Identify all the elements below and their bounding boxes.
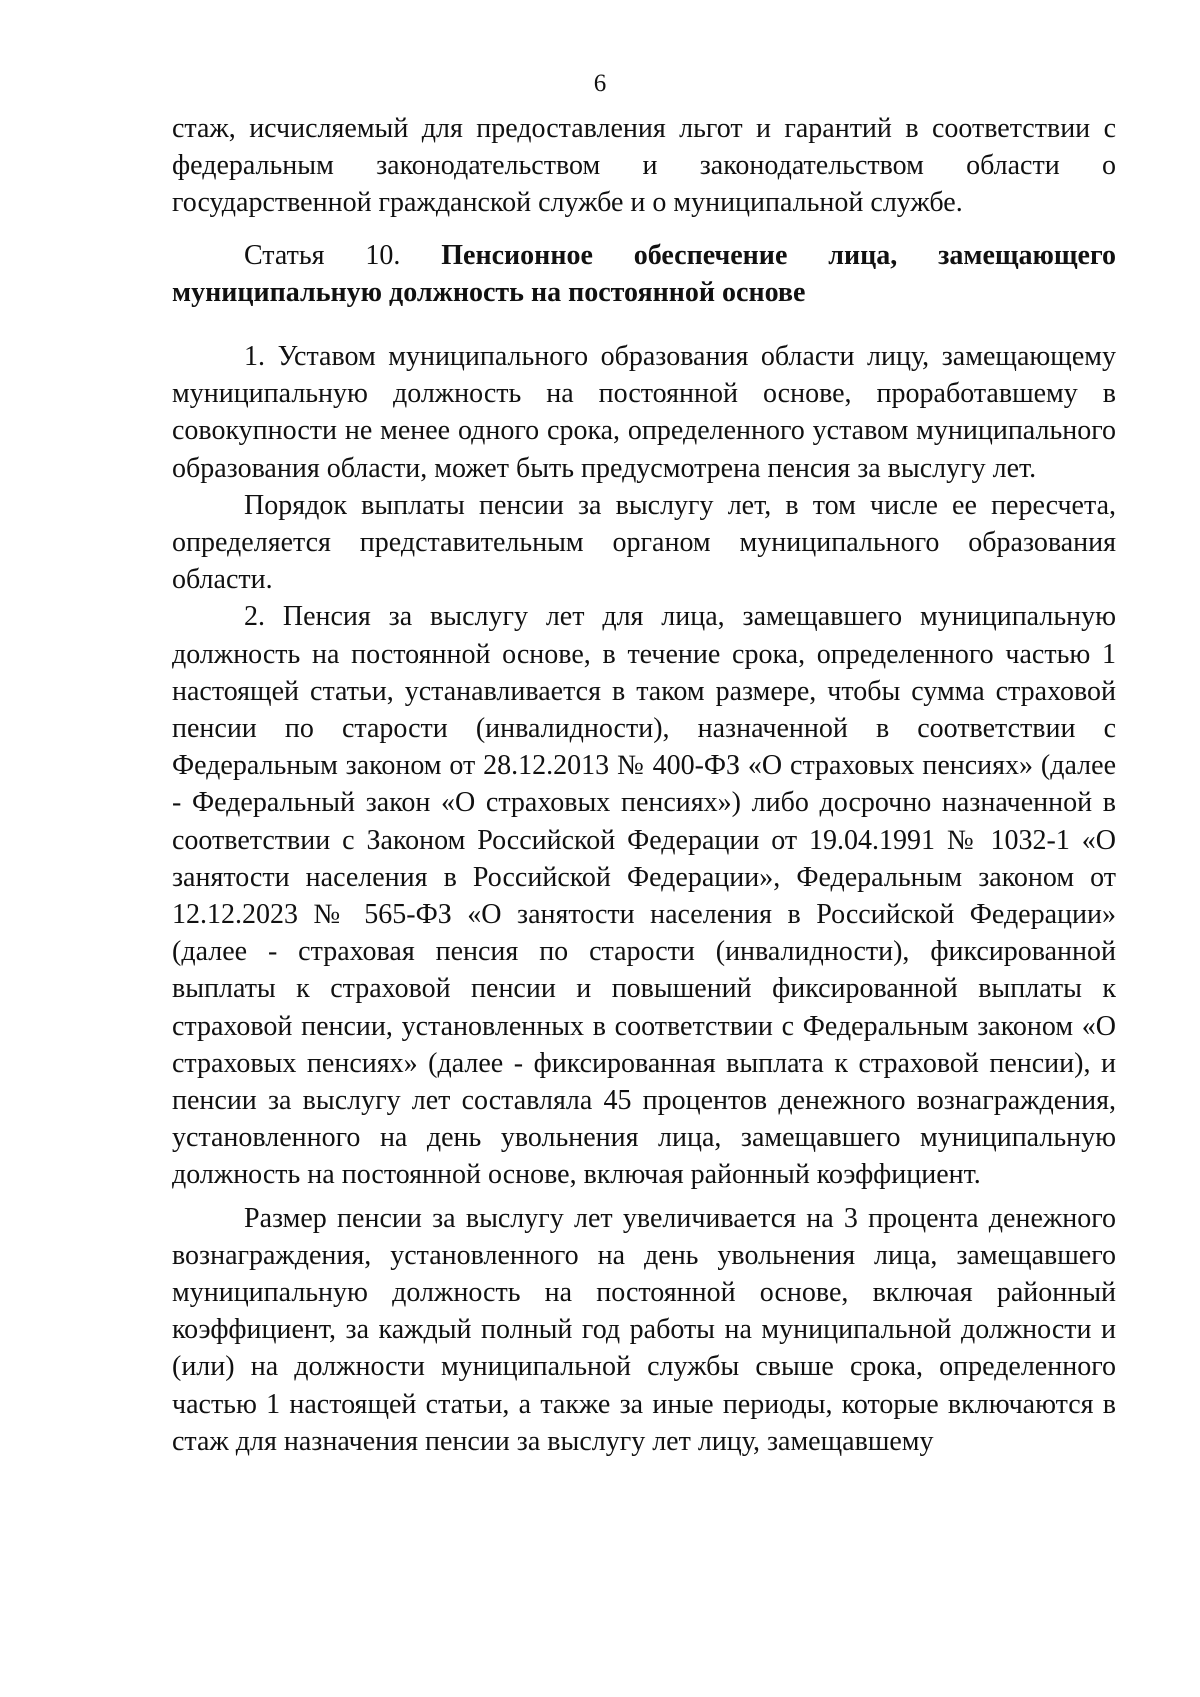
article-body	[172, 338, 1116, 1460]
paragraph-2: 2. Пенсия за выслугу лет для лица, замещавшего муниципальную должность на постоянной основе, в течение срока, определенного частью 1 настоящей статьи, устанавливается в таком размере, чтобы сумма страховой пенсии по старости (инвалидности), назначенной в соответствии с Федеральным законом от 28.12.2013 № 400-ФЗ «О страховых пенсиях» (далее - Федеральный закон «О страховых пенсиях») либо досрочно назначенной в соответствии с Законом Российской Федерации от 19.04.1991 № 1032-1 «О занятости населения в Российской Федерации», Федеральным законом от 12.12.2023 № 565-ФЗ «О занятости населения в Российской Федерации» (далее - страховая пенсия по старости (инвалидности), фиксированной выплаты к страховой пенсии и повышений фиксированной выплаты к страховой пенсии, установленных в соответствии с Федеральным законом «О страховых пенсиях» (далее - фиксированная выплата к страховой пенсии), и пенсии за выслугу лет составляла 45 процентов денежного вознаграждения, установленного на день увольнения лица, замещавшего муниципальную должность на постоянной основе, включая районный коэффициент.	[172, 601, 1116, 1191]
article-heading	[172, 237, 1116, 311]
intro-paragraph: стаж, исчисляемый для предоставления льгот и гарантий в соответствии с федеральным законодательством и законодательством области о государственной гражданской службе и о муниципальной службе.	[172, 113, 1116, 219]
article-heading-block	[172, 237, 1116, 311]
paragraph-2-increase: Размер пенсии за выслугу лет увеличивается на 3 процента денежного вознаграждения, установленного на день увольнения лица, замещавшего муниципальную должность на постоянной основе, включая районный коэффициент, за каждый полный год работы на муниципальной должности и (или) на должности муниципальной службы свыше срока, определенного частью 1 настоящей статьи, а также за иные периоды, которые включаются в стаж для назначения пенсии за выслугу лет лицу, замещавшему	[172, 1202, 1116, 1457]
paragraph-1-procedure: Порядок выплаты пенсии за выслугу лет, в том числе ее пересчета, определяется представительным органом муниципального образования области.	[172, 489, 1116, 596]
page-number: 6	[593, 70, 607, 97]
intro-block	[172, 110, 1116, 222]
article-number: Статья 10.	[244, 240, 401, 271]
paragraph-1: 1. Уставом муниципального образования области лицу, замещающему муниципальную должность на постоянной основе, проработавшему в совокупности не менее одного срока, определенного уставом муниципального образования области, может быть предусмотрена пенсия за выслугу лет.	[172, 341, 1116, 484]
article-title: Пенсионное обеспечение лица, замещающего муниципальную должность на постоянной основе	[172, 240, 1117, 309]
